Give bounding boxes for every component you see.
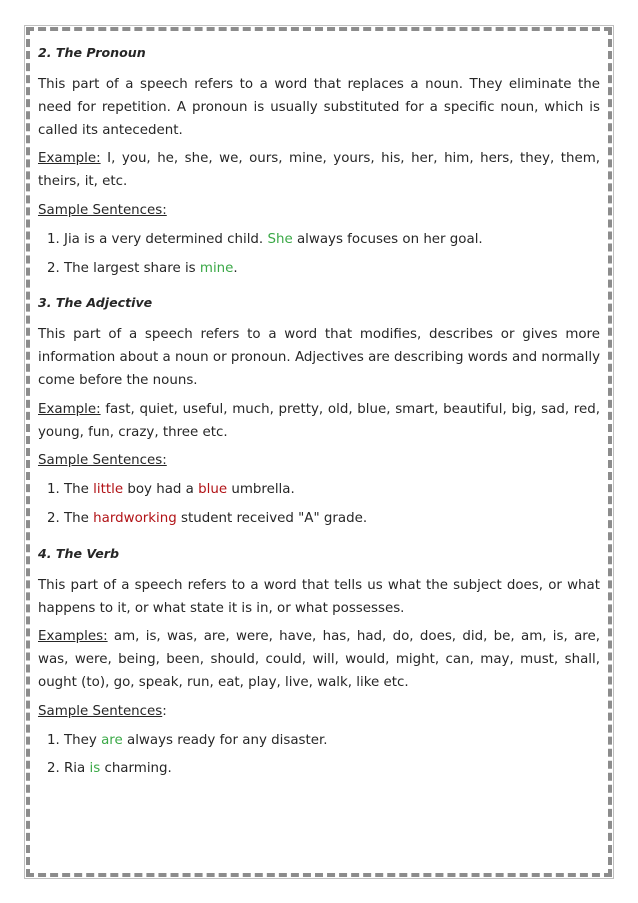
example-text: I, you, he, she, we, ours, mine, yours, his, her, him, hers, they, them, theirs, it, etc. bbox=[38, 151, 600, 190]
sentence-text: The bbox=[64, 510, 94, 526]
sample-label-text: Sample Sentences: bbox=[38, 453, 167, 469]
example-label: Example: bbox=[38, 151, 101, 167]
list-item bbox=[64, 730, 600, 753]
section-heading: 2. The Pronoun bbox=[38, 45, 146, 60]
example-paragraph bbox=[38, 148, 600, 194]
section-pronoun bbox=[38, 44, 600, 280]
sentence-text: . bbox=[233, 260, 238, 276]
example-text: am, is, was, are, were, have, has, had, do, does, did, be, am, is, are, was, were, being, been, should, could, will, would, might, can, may, must, shall, ought (to), go, speak, run, eat, play, live, walk, like etc. bbox=[38, 629, 600, 690]
section-description: This part of a speech refers to a word that tells us what the subject does, or what happens to it, or what state it is in, or what possesses. bbox=[38, 577, 600, 616]
document-content bbox=[38, 44, 600, 781]
sentence-text: Jia is a very determined child. bbox=[64, 231, 268, 247]
sentence-text: student received "A" grade. bbox=[176, 510, 368, 526]
section-adjective bbox=[38, 294, 600, 530]
sample-label-text: Sample Sentences bbox=[38, 703, 163, 719]
highlighted-word: mine bbox=[199, 260, 234, 276]
sample-sentences-label bbox=[38, 200, 600, 223]
highlighted-word: blue bbox=[198, 482, 228, 498]
sample-label-suffix: : bbox=[162, 703, 167, 719]
section-heading: 4. The Verb bbox=[38, 545, 120, 561]
sentence-text: Ria bbox=[64, 761, 90, 777]
sample-sentence-list bbox=[38, 730, 600, 782]
example-paragraph bbox=[38, 399, 600, 445]
list-item bbox=[64, 229, 600, 252]
example-paragraph bbox=[38, 626, 600, 694]
list-item bbox=[64, 479, 600, 502]
sentence-text: always ready for any disaster. bbox=[122, 732, 328, 748]
example-label: Examples: bbox=[38, 629, 108, 645]
sentence-text: boy had a bbox=[123, 482, 199, 498]
sentence-text: always focuses on her goal. bbox=[292, 231, 483, 247]
section-verb bbox=[38, 545, 600, 781]
highlighted-word: hardworking bbox=[93, 510, 177, 526]
section-heading: 3. The Adjective bbox=[38, 295, 153, 311]
sentence-text: The bbox=[64, 482, 94, 498]
sample-label-text: Sample Sentences: bbox=[38, 202, 167, 218]
highlighted-word: is bbox=[89, 761, 101, 777]
example-label: Example: bbox=[38, 401, 101, 417]
sentence-text: charming. bbox=[100, 761, 172, 777]
sample-sentence-list bbox=[38, 229, 600, 281]
sentence-text: umbrella. bbox=[227, 482, 295, 498]
example-text: fast, quiet, useful, much, pretty, old, blue, smart, beautiful, big, sad, red, young, fun, crazy, three etc. bbox=[38, 401, 600, 440]
list-item bbox=[64, 258, 600, 281]
sample-sentences-label bbox=[38, 701, 600, 724]
section-description: This part of a speech refers to a word that modifies, describes or gives more information about a noun or pronoun. Adjectives are describing words and normally come before the nouns. bbox=[38, 327, 600, 388]
list-item bbox=[64, 508, 600, 531]
sample-sentences-label bbox=[38, 450, 600, 473]
highlighted-word: little bbox=[93, 482, 124, 498]
sentence-text: They bbox=[64, 732, 102, 748]
list-item bbox=[64, 758, 600, 781]
section-description: This part of a speech refers to a word that replaces a noun. They eliminate the need for repetition. A pronoun is usually substituted for a specific noun, which is called its antecedent. bbox=[38, 77, 600, 138]
sample-sentence-list bbox=[38, 479, 600, 531]
sentence-text: The largest share is bbox=[64, 260, 200, 276]
highlighted-word: She bbox=[267, 231, 293, 247]
highlighted-word: are bbox=[101, 732, 123, 748]
